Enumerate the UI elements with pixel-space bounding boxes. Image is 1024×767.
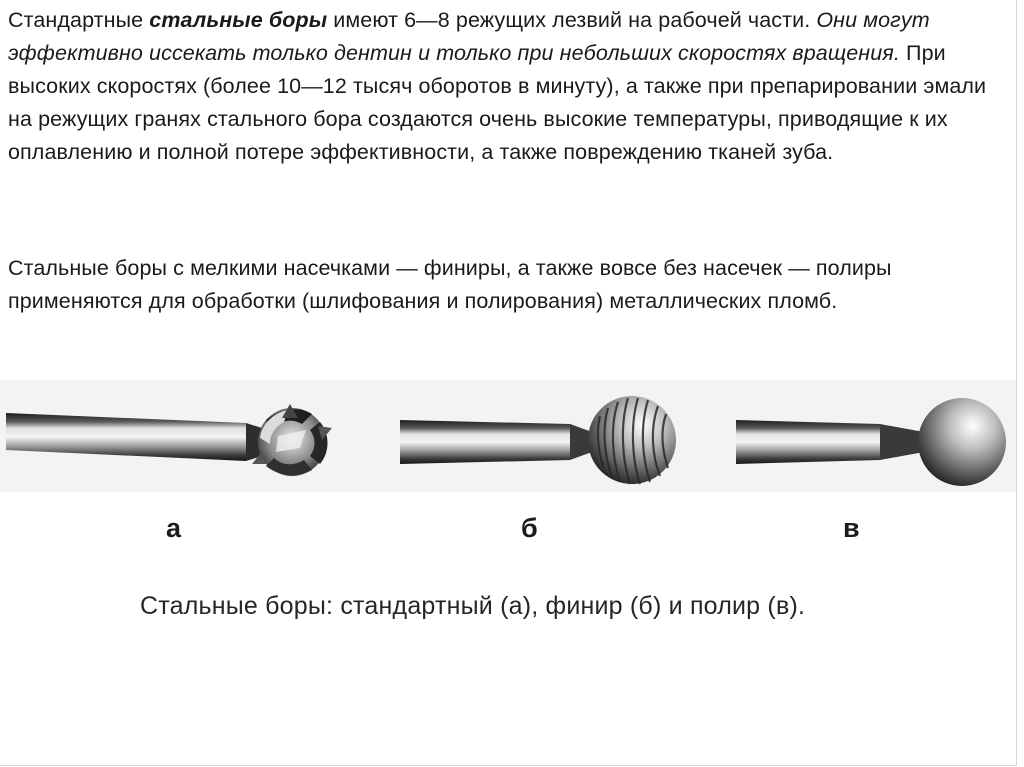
para1-text-blades: имеют 6—8 режущих лезвий на рабочей части. (327, 8, 817, 32)
para2-text: Стальные боры с мелкими насечками — финиры, а также вовсе без насечек — полиры применяются для обработки (шлифования и полирования) металлических пломб. (8, 256, 892, 313)
label-standard-bur: а (166, 513, 182, 543)
para1-emphasis-term: стальные боры (149, 8, 328, 32)
label-finishing-bur: б (521, 513, 538, 543)
para1-text-end: При высоких скоростях (более 10—12 тысяч оборотов в минуту), а также при препарировании эмали на режущих гранях стального бора создаются очень высокие температуры, приводящие к их оплавлению и полной потере эффективности, а также повреждению тканей зуба. (8, 41, 987, 164)
paragraph-standard-burs (8, 4, 998, 169)
figure-caption: Стальные боры: стандартный (а), финир (б) и полир (в). (140, 592, 806, 620)
bur-figure (0, 378, 1016, 658)
para1-italic-sentence: Они могут эффективно иссекать только дентин и только при небольших скоростях вращения. (8, 8, 930, 65)
para1-text-start: Стандартные (8, 8, 150, 32)
paragraph-finishing-polishing (8, 252, 998, 318)
label-polishing-bur: в (843, 513, 860, 543)
